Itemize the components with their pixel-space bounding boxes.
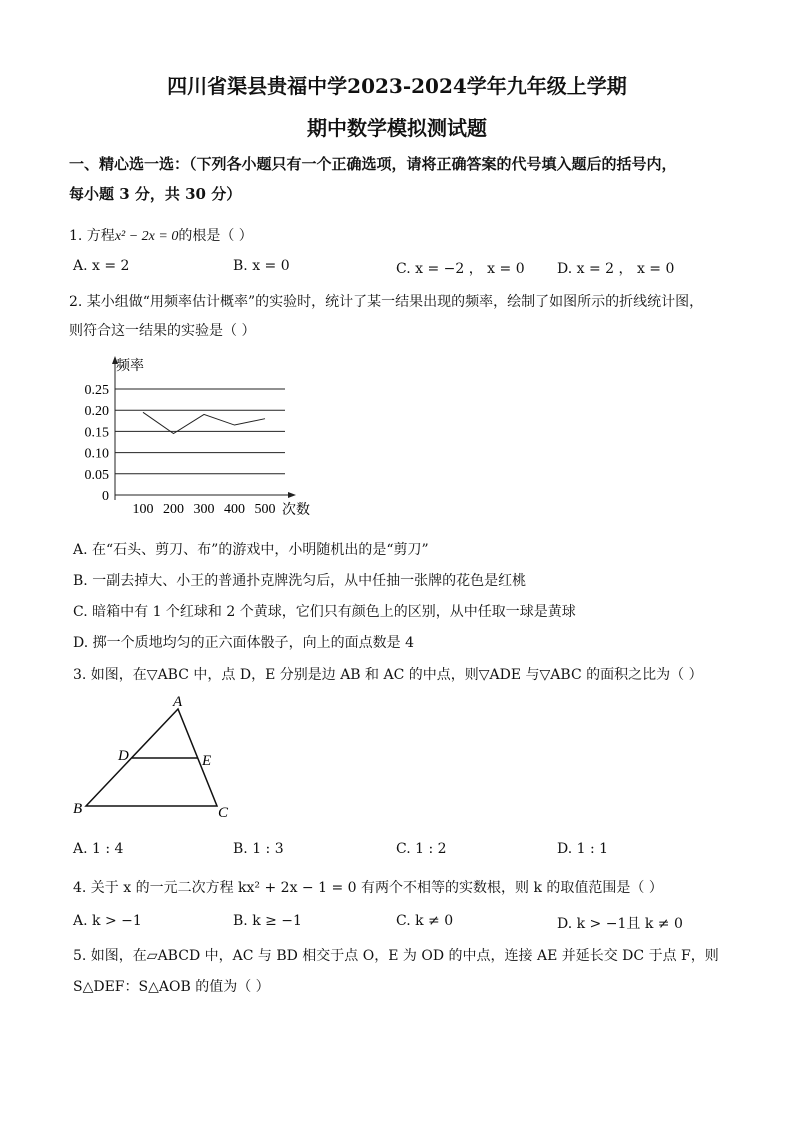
question-4: 4. 关于 x 的一元二次方程 kx² + 2x − 1 = 0 有两个不相等的实数根，则 k 的取值范围是（ ） <box>73 880 663 896</box>
question-3: 3. 如图，在▽ABC 中，点 D，E 分别是边 AB 和 AC 的中点，则▽ADE 与▽ABC 的面积之比为（ ） <box>73 667 703 683</box>
q4-option-a: A. k > −1 <box>73 913 142 929</box>
q4-option-c: C. k ≠ 0 <box>396 913 454 929</box>
y-tick-labels <box>85 383 110 504</box>
q2-option-a: A. 在“石头、剪刀、布”的游戏中，小明随机出的是“剪刀” <box>73 542 429 558</box>
section-heading: 一、精心选一选：（下列各小题只有一个正确选项，请将正确答案的代号填入题后的括号内， <box>69 155 677 173</box>
question-2-line1: 2. 某小组做“用频率估计概率”的实验时，统计了某一结果出现的频率，绘制了如图所示的折线统计图， <box>69 294 704 310</box>
x-tick-label: 200 <box>163 502 184 517</box>
y-tick-label: 0.05 <box>84 467 109 483</box>
label-a: A <box>173 694 183 710</box>
frequency-line-chart <box>68 352 328 522</box>
question-1 <box>69 225 253 245</box>
q2-option-c: C. 暗箱中有 1 个红球和 2 个黄球，它们只有颜色上的区别，从中任取一球是黄球 <box>73 604 576 620</box>
q3-option-b: B. 1 : 3 <box>233 841 284 857</box>
y-tick-label: 0.15 <box>84 425 109 441</box>
q3-option-d: D. 1 : 1 <box>557 841 609 857</box>
q1-suffix: 的根是（ ） <box>178 228 253 244</box>
label-d: D <box>118 748 129 764</box>
exam-title: 四川省渠县贵福中学2023-2024学年九年级上学期 <box>167 74 627 98</box>
x-tick-labels <box>133 502 276 517</box>
label-c: C <box>218 805 229 821</box>
q2-option-d: D. 掷一个质地均匀的正六面体骰子，向上的面点数是 4 <box>73 635 414 651</box>
exam-subtitle: 期中数学模拟测试题 <box>307 116 487 140</box>
q4-option-b: B. k ≥ −1 <box>233 913 302 929</box>
question-5-line2: S△DEF：S△AOB 的值为（ ） <box>73 979 270 995</box>
y-axis-label: 频率 <box>116 359 144 374</box>
x-axis-label: 次数 <box>282 503 310 518</box>
x-axis-arrow <box>288 492 296 498</box>
q1-prefix: 1. 方程 <box>69 228 115 244</box>
q3-option-c: C. 1 : 2 <box>396 841 447 857</box>
label-b: B <box>73 801 83 817</box>
question-5-line1: 5. 如图，在▱ABCD 中，AC 与 BD 相交于点 O，E 为 OD 的中点，连接 AE 并延长交 DC 于点 F，则 <box>73 948 719 964</box>
q1-option-b: B. x = 0 <box>233 258 290 274</box>
y-tick-label: 0.20 <box>84 404 109 420</box>
q4-option-d: D. k > −1且 k ≠ 0 <box>557 916 683 932</box>
q2-option-b: B. 一副去掉大、小王的普通扑克牌洗匀后，从中任抽一张牌的花色是红桃 <box>73 573 527 589</box>
x-tick-label: 400 <box>224 502 245 517</box>
q1-formula: x² − 2x = 0 <box>114 229 179 244</box>
x-tick-label: 300 <box>193 502 215 517</box>
section-heading-cont: 每小题 3 分，共 30 分） <box>69 185 242 203</box>
y-tick-label: 0.25 <box>84 383 109 398</box>
y-tick-label: 0.10 <box>84 446 109 462</box>
chart-grid <box>115 389 285 474</box>
q1-option-c: C. x = −2 ， x = 0 <box>396 261 525 277</box>
x-tick-label: 500 <box>254 502 276 517</box>
question-2-line2: 则符合这一结果的实验是（ ） <box>69 323 256 339</box>
q1-option-d: D. x = 2 ， x = 0 <box>557 261 675 277</box>
frequency-series-line <box>143 412 265 433</box>
label-e: E <box>202 753 212 769</box>
triangle-abc-figure <box>68 692 243 828</box>
q3-option-a: A. 1 : 4 <box>73 841 124 857</box>
y-tick-label: 0 <box>102 489 109 504</box>
x-tick-label: 100 <box>132 502 154 517</box>
q1-option-a: A. x = 2 <box>73 258 130 274</box>
